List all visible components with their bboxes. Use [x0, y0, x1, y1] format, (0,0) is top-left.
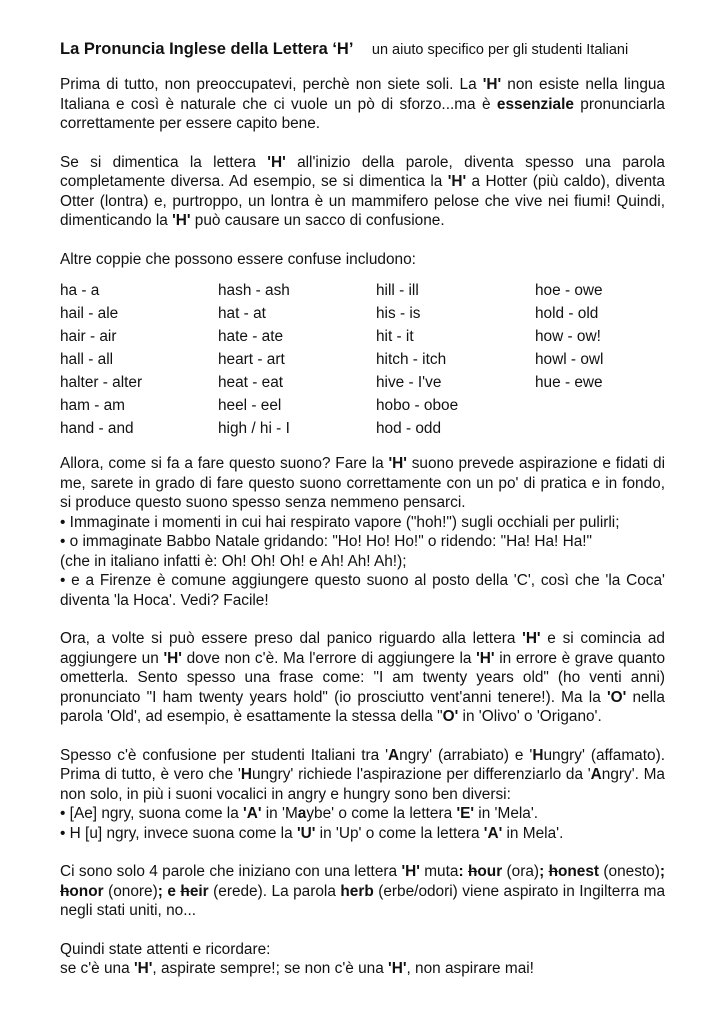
pair-cell: heel - eel: [218, 397, 282, 414]
pair-cell: [535, 394, 665, 417]
page-title: La Pronuncia Inglese della Lettera ‘H’: [60, 40, 354, 58]
paragraph-silent-h: Ci sono solo 4 parole che iniziano con una lettera 'H' muta: hour (ora); honest (onesto); honor (onore); e heir (erede). La parola herb (erbe/odori) viene aspirato in Ingilterra ma negli stati uniti, no...: [60, 863, 666, 919]
paragraph-pairs-intro: Altre coppie che possono essere confuse includono:: [60, 250, 416, 268]
pair-cell: hoe - owe: [535, 282, 603, 299]
pair-cell: hill - ill: [376, 282, 419, 299]
pair-cell: ha - a: [60, 282, 100, 299]
pair-cell: hitch - itch: [376, 351, 447, 368]
pair-cell: hat - at: [218, 305, 266, 322]
pair-cell: hand - and: [60, 420, 134, 437]
paragraph-conclusion: Quindi state attenti e ricordare: se c'è una 'H', aspirate sempre!; se non c'è una 'H', non aspirare mai!: [60, 940, 534, 977]
pair-cell: howl - owl: [535, 351, 604, 368]
text-line: (che in italiano infatti è: Oh! Oh! Oh! e Ah! Ah! Ah!);: [60, 552, 407, 570]
pair-cell: ham - am: [60, 397, 125, 414]
pair-cell: hail - ale: [60, 305, 119, 322]
document-page: [60, 40, 665, 979]
bullet-item: • H [u] ngry, invece suona come la 'U' in 'Up' o come la lettera 'A' in Mela'.: [60, 824, 564, 842]
pair-cell: halter - alter: [60, 374, 143, 391]
paragraph-intro: Prima di tutto, non preoccupatevi, perchè non siete soli. La 'H' non esiste nella lingua Italiana e così è naturale che ci vuole un pò di sforzo...ma è essenziale pronunciarla correttamente per essere capito bene.: [60, 76, 665, 132]
bullet-item: • o immaginate Babbo Natale gridando: "Ho! Ho! Ho!" o ridendo: "Ha! Ha! Ha!": [60, 533, 592, 550]
pair-cell: hair - air: [60, 328, 117, 345]
pair-cell: high / hi - I: [218, 420, 290, 437]
page-subtitle: un aiuto specifico per gli studenti Italiani: [371, 42, 629, 58]
pair-cell: hue - ewe: [535, 374, 603, 391]
pair-cell: hive - I've: [376, 374, 442, 391]
pair-cell: hall - all: [60, 351, 114, 368]
paragraph-how-to: Allora, come si fa a fare questo suono? Fare la 'H' suono prevede aspirazione e fidati di me, sarete in grado di fare questo suono correttamente con un po' di pratica e in fondo, si produce questo suono spesso senza nemmeno pensarci. • Immaginate i momenti in cui hai respirato vapore ("hoh!") sugli occhiali per pulirli; • o immaginate Babbo Natale gridando: "Ho! Ho! Ho!" o ridendo: "Ha! Ha! Ha!" (che in italiano infatti è: Oh! Oh! Oh! e Ah! Ah! Ah!); • e a Firenze è comune aggiungere questo suono al posto della 'C', così che 'la Coca' diventa 'la Hoca'. Vedi? Facile!: [60, 455, 665, 609]
pair-cell: how - ow!: [535, 328, 601, 345]
pair-cell: hobo - oboe: [376, 397, 459, 414]
pair-cell: his - is: [376, 305, 421, 322]
paragraph-adding-h: Ora, a volte si può essere preso dal panico riguardo alla lettera 'H' e si comincia ad aggiungere un 'H' dove non c'è. Ma l'errore di aggiungere la 'H' in errore è grave quanto ometterla. Sento spesso una frase come: "I am twenty years old" (ho venti anni) pronunciato "I ham twenty years hold" (io prosciutto vent'anni tenere!). Ma la 'O' nella parola 'Old', ad esempio, è esattamente la stessa della "O' in 'Olivo' o 'Origano'.: [60, 630, 666, 725]
bullet-item: • e a Firenze è comune aggiungere questo suono al posto della 'C', così che 'la Coca' diventa 'la Hoca'. Vedi? Facile!: [60, 572, 665, 609]
pair-cell: heart - art: [218, 351, 285, 368]
pair-cell: heat - eat: [218, 374, 284, 391]
bullet-item: • [Ae] ngry, suona come la 'A' in 'Maybe' o come la lettera 'E' in 'Mela'.: [60, 805, 539, 822]
pair-cell: hit - it: [376, 328, 414, 345]
title-line: [60, 40, 665, 59]
pair-cell: [535, 417, 665, 440]
word-pairs-table: [60, 279, 665, 440]
pair-cell: hash - ash: [218, 282, 290, 299]
paragraph-forgetting-h: Se si dimentica la lettera 'H' all'inizio della parole, diventa spesso una parola completamente diversa. Ad esempio, se si dimentica la 'H' a Hotter (più caldo), diventa Otter (lontra) e, purtroppo, un lontra è un mammifero pelose che vive nei fiumi! Quindi, dimenticando la 'H' può causare un sacco di confusione.: [60, 153, 665, 229]
pair-cell: hod - odd: [376, 420, 442, 437]
paragraph-angry-hungry: Spesso c'è confusione per studenti Italiani tra 'Angry' (arrabiato) e 'Hungry' (affamato). Prima di tutto, è vero che 'Hungry' richiede l'aspirazione per differenziarlo da 'Angry'. Ma non solo, in più i suoni vocalici in angry e hungry sono ben diversi: • [Ae] ngry, suona come la 'A' in 'Maybe' o come la lettera 'E' in 'Mela'. • H [u] ngry, invece suona come la 'U' in 'Up' o come la lettera 'A' in Mela'.: [60, 746, 665, 842]
pair-cell: hate - ate: [218, 328, 284, 345]
bullet-item: • Immaginate i momenti in cui hai respirato vapore ("hoh!") sugli occhiali per pulirli;: [60, 513, 620, 531]
pair-cell: hold - old: [535, 305, 599, 322]
